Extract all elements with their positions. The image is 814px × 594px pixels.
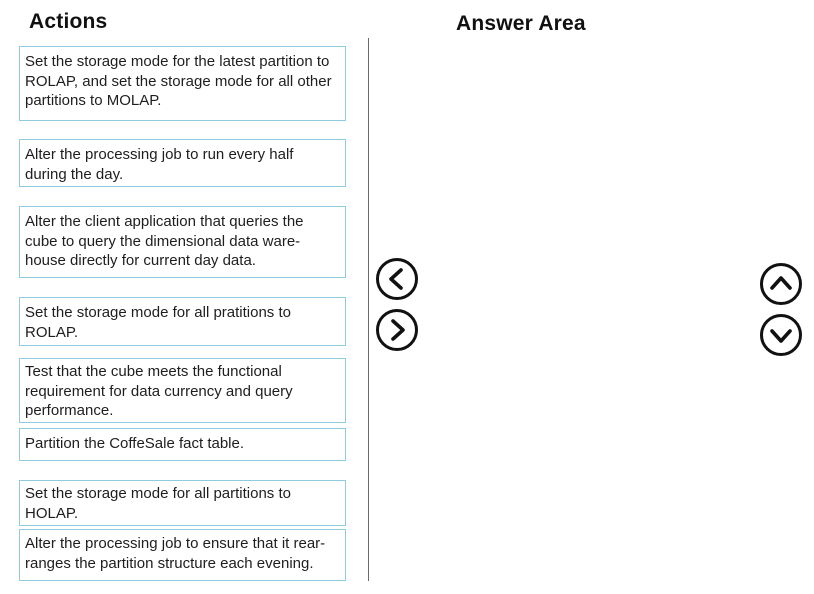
action-item[interactable]: Set the storage mode for the latest partition to ROLAP, and set the storage mode for all other partitions to MOLAP. — [19, 46, 346, 121]
move-up-button[interactable] — [760, 263, 802, 305]
answer-area-dropzone[interactable] — [432, 46, 732, 581]
action-item[interactable]: Alter the client application that queries the cube to query the dimensional data ware-house directly for current day data. — [19, 206, 346, 278]
action-item[interactable]: Alter the processing job to ensure that it rear-ranges the partition structure each evening. — [19, 529, 346, 581]
action-item[interactable]: Test that the cube meets the functional requirement for data currency and query performance. — [19, 358, 346, 423]
move-left-button[interactable] — [376, 258, 418, 300]
chevron-down-icon — [768, 322, 794, 348]
action-item[interactable]: Alter the processing job to run every half during the day. — [19, 139, 346, 187]
chevron-up-icon — [768, 271, 794, 297]
action-item[interactable]: Set the storage mode for all partitions to HOLAP. — [19, 480, 346, 526]
chevron-right-icon — [384, 317, 410, 343]
actions-heading: Actions — [29, 10, 108, 33]
move-down-button[interactable] — [760, 314, 802, 356]
move-right-button[interactable] — [376, 309, 418, 351]
chevron-left-icon — [384, 266, 410, 292]
action-item[interactable]: Set the storage mode for all pratitions to ROLAP. — [19, 297, 346, 346]
answer-area-heading: Answer Area — [456, 12, 586, 35]
panel-divider — [368, 38, 369, 581]
action-item[interactable]: Partition the CoffeSale fact table. — [19, 428, 346, 461]
